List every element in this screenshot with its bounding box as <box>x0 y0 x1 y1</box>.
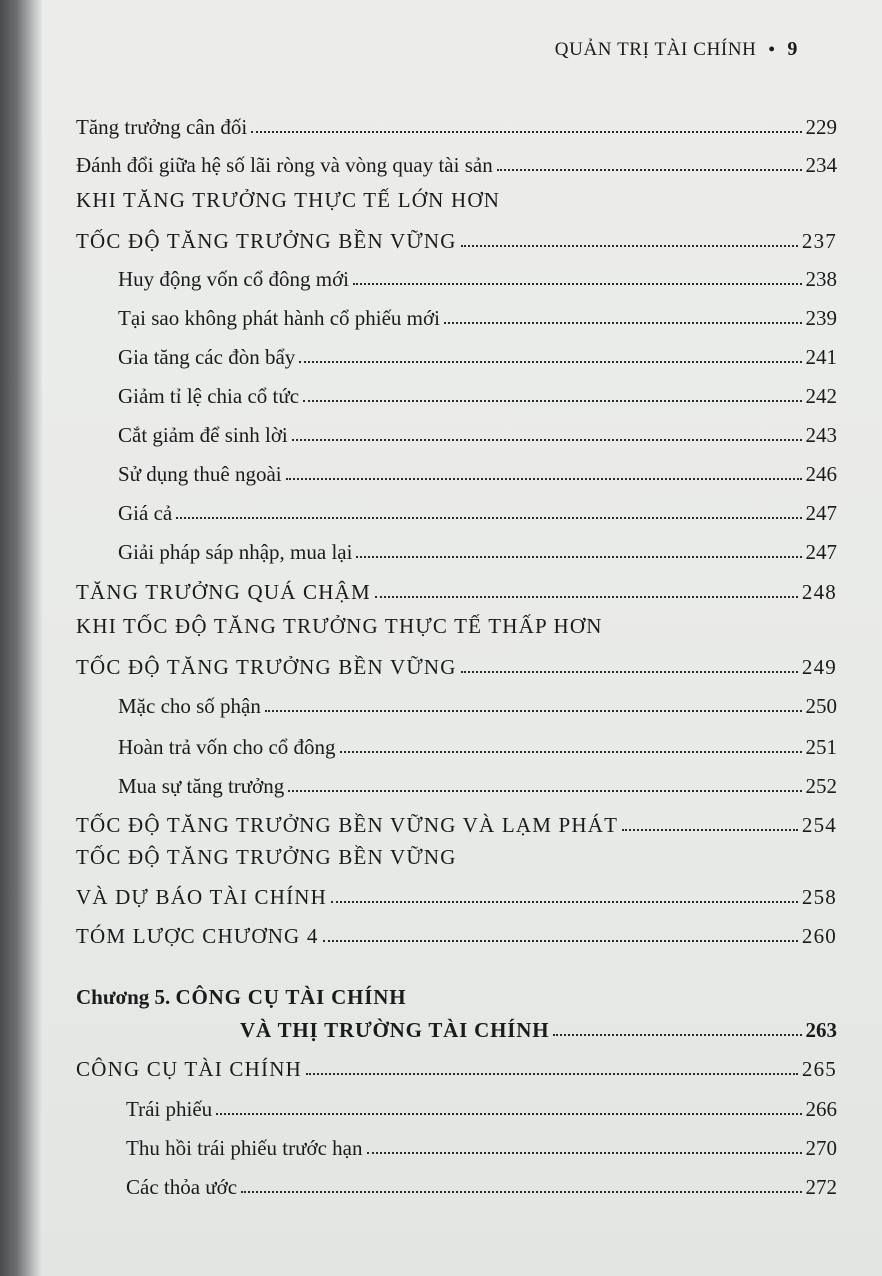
toc-entry-title: Trái phiếu <box>126 1097 213 1121</box>
toc-entry-page: 265 <box>801 1057 837 1081</box>
toc-entry-title: Mua sự tăng trưởng <box>118 774 285 798</box>
toc-entry <box>76 144 837 176</box>
toc-entry-title: Cắt giảm để sinh lời <box>118 423 288 447</box>
toc-heading-line: KHI TĂNG TRƯỞNG THỰC TẾ LỚN HƠN <box>76 188 501 212</box>
toc-entry-title: CÔNG CỤ TÀI CHÍNH <box>76 1057 302 1081</box>
toc-entry-title: TĂNG TRƯỞNG QUÁ CHẬM <box>76 580 371 604</box>
header-page-number: 9 <box>787 38 798 60</box>
toc-entry-title: Huy động vốn cổ đông mới <box>118 267 350 291</box>
toc-entry-page: 242 <box>805 384 837 408</box>
toc-entry <box>118 375 837 407</box>
toc-entry-title: TÓM LƯỢC CHƯƠNG 4 <box>76 924 319 948</box>
toc-entry <box>118 258 837 290</box>
dot-leader <box>356 555 801 558</box>
toc-entry-page: 247 <box>805 540 837 564</box>
toc-heading-line: KHI TỐC ĐỘ TĂNG TRƯỞNG THỰC TẾ THẤP HƠN <box>76 614 603 638</box>
toc-entry <box>126 1166 837 1198</box>
chapter-title: CÔNG CỤ TÀI CHÍNH <box>175 985 407 1009</box>
toc-entry <box>118 414 837 446</box>
toc-entry-page: 266 <box>805 1097 837 1121</box>
toc-entry-title: Giải pháp sáp nhập, mua lại <box>118 540 353 564</box>
toc-entry-title: Tăng trưởng cân đối <box>76 115 248 139</box>
toc-entry-page: 263 <box>805 1018 837 1042</box>
toc-entry-page: 237 <box>801 229 837 253</box>
toc-entry-page: 243 <box>805 423 837 447</box>
chapter-title-continued: VÀ THỊ TRƯỜNG TÀI CHÍNH <box>240 1018 550 1042</box>
toc-entry <box>118 336 837 368</box>
toc-entry-page: 254 <box>801 813 837 837</box>
toc-entry-title: TỐC ĐỘ TĂNG TRƯỞNG BỀN VỮNG VÀ LẠM PHÁT <box>76 813 619 837</box>
toc-entry-page: 246 <box>805 462 837 486</box>
dot-leader <box>375 595 798 598</box>
toc-entry-page: 252 <box>805 774 837 798</box>
dot-leader <box>299 360 801 363</box>
running-header <box>555 38 798 61</box>
dot-leader <box>306 1072 798 1075</box>
header-title: QUẢN TRỊ TÀI CHÍNH <box>554 38 757 60</box>
dot-leader <box>497 168 802 171</box>
toc-entry <box>118 531 837 563</box>
book-spine-shadow <box>0 0 42 1276</box>
dot-leader <box>331 900 798 903</box>
chapter-heading-line <box>240 1009 837 1041</box>
toc-entry-page: 260 <box>801 924 837 948</box>
dot-leader <box>353 282 801 285</box>
toc-entry-title: Mặc cho số phận <box>118 694 261 718</box>
toc-entry <box>126 1088 837 1120</box>
toc-entry-page: 238 <box>805 267 837 291</box>
header-bullet: • <box>768 39 776 59</box>
dot-leader <box>461 244 798 247</box>
dot-leader <box>251 130 801 133</box>
dot-leader <box>340 750 802 753</box>
toc-entry-page: 248 <box>801 580 837 604</box>
chapter-heading <box>76 985 406 1010</box>
toc-entry <box>76 106 837 138</box>
toc-entry <box>126 1127 837 1159</box>
toc-entry-page: 258 <box>801 885 837 909</box>
dot-leader <box>461 670 798 673</box>
toc-entry-page: 249 <box>801 655 837 679</box>
toc-entry-title: VÀ DỰ BÁO TÀI CHÍNH <box>76 885 328 909</box>
toc-entry-title: Hoàn trả vốn cho cổ đông <box>118 735 336 759</box>
toc-entry-title: Gia tăng các đòn bẩy <box>118 345 296 369</box>
toc-entry-title: Đánh đổi giữa hệ số lãi ròng và vòng quay tài sản <box>76 153 493 177</box>
toc-entry-page: 251 <box>805 735 837 759</box>
dot-leader <box>367 1151 802 1154</box>
toc-section-heading <box>76 804 837 836</box>
book-page <box>42 0 882 1276</box>
toc-entry-title: Giá cả <box>118 501 173 525</box>
toc-entry-title: TỐC ĐỘ TĂNG TRƯỞNG BỀN VỮNG <box>76 229 457 253</box>
dot-leader <box>553 1033 801 1036</box>
toc-entry-page: 241 <box>805 345 837 369</box>
toc-entry-page: 247 <box>805 501 837 525</box>
dot-leader <box>265 709 802 712</box>
toc-entry-title: Thu hồi trái phiếu trước hạn <box>126 1136 363 1160</box>
toc-section-heading <box>76 646 837 678</box>
toc-entry <box>118 492 837 524</box>
toc-entry-page: 272 <box>805 1175 837 1199</box>
toc-entry-page: 239 <box>805 306 837 330</box>
toc-entry-page: 234 <box>805 153 837 177</box>
toc-entry-title: TỐC ĐỘ TĂNG TRƯỞNG BỀN VỮNG <box>76 655 457 679</box>
toc-entry <box>118 297 837 329</box>
dot-leader <box>444 321 802 324</box>
dot-leader <box>176 516 801 519</box>
dot-leader <box>288 789 801 792</box>
toc-entry-title: Sử dụng thuê ngoài <box>118 462 282 486</box>
dot-leader <box>216 1112 801 1115</box>
toc-section-heading <box>76 220 837 252</box>
dot-leader <box>303 399 801 402</box>
toc-entry-page: 250 <box>805 694 837 718</box>
dot-leader <box>323 939 798 942</box>
toc-section-heading <box>76 915 837 947</box>
toc-entry-title: Giảm tỉ lệ chia cổ tức <box>118 384 300 408</box>
dot-leader <box>622 828 798 831</box>
toc-heading-line: TỐC ĐỘ TĂNG TRƯỞNG BỀN VỮNG <box>76 845 457 869</box>
toc-section-heading <box>76 571 837 603</box>
toc-section-heading <box>76 876 837 908</box>
toc-section-heading <box>76 1048 837 1080</box>
toc-entry-title: Tại sao không phát hành cổ phiếu mới <box>118 306 440 330</box>
toc-entry <box>118 453 837 485</box>
toc-entry-page: 229 <box>805 115 837 139</box>
toc-entry-title: Các thỏa ước <box>126 1175 238 1199</box>
toc-entry-page: 270 <box>805 1136 837 1160</box>
toc-entry <box>118 685 837 717</box>
dot-leader <box>286 477 802 480</box>
toc-entry <box>118 726 837 758</box>
toc-entry <box>118 765 837 797</box>
chapter-number: Chương 5. <box>76 985 176 1009</box>
dot-leader <box>292 438 802 441</box>
dot-leader <box>241 1190 801 1193</box>
